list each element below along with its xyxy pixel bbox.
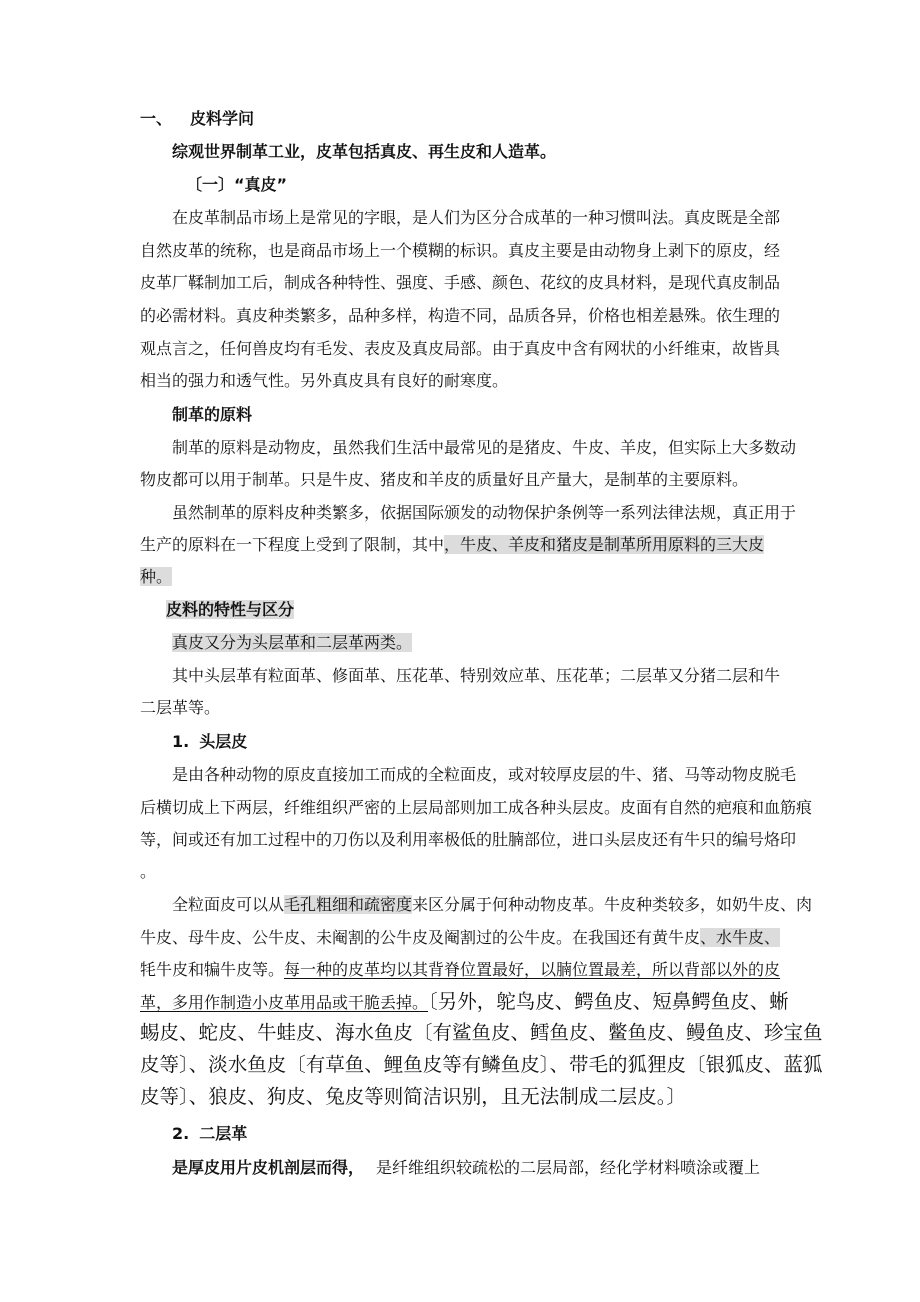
paragraph-line: 自然皮革的统称，也是商品市场上一个模糊的标识。真皮主要是由动物身上剥下的原皮，经 bbox=[140, 241, 781, 260]
underlined-text: 每一种的皮革均以其背脊位置最好，以腩位置最差，所以背部以外的皮 bbox=[284, 960, 781, 979]
paragraph-line: 是厚皮用片皮机剖层而得， 是纤维组织较疏松的二层局部，经化学材料喷涂或覆上 bbox=[172, 1158, 761, 1177]
item-heading-split-leather bbox=[172, 1123, 247, 1145]
paragraph-line: 制革的原料是动物皮，虽然我们生活中最常见的是猪皮、牛皮、羊皮，但实际上大多数动 bbox=[172, 438, 797, 457]
paragraph-line bbox=[140, 566, 172, 588]
highlighted-text: ，牛皮、羊皮和猪皮是制革所用原料的三大皮 bbox=[444, 535, 765, 554]
section-number: 一、 bbox=[140, 109, 173, 128]
item-heading-top-grain bbox=[172, 731, 247, 753]
paragraph-line: 相当的强力和透气性。另外真皮具有良好的耐寒度。 bbox=[140, 371, 509, 390]
paragraph-line: 皮等〕、淡水鱼皮〔有草鱼、鲤鱼皮等有鳞鱼皮〕、带毛的狐狸皮〔银狐皮、蓝狐 bbox=[140, 1053, 823, 1076]
paragraph-line: 。 bbox=[140, 862, 157, 881]
item-title: 头层皮 bbox=[199, 732, 248, 751]
paragraph-line: 牦牛皮和犏牛皮等。每一种的皮革均以其背脊位置最好，以腩位置最差，所以背部以外的皮 bbox=[140, 960, 781, 979]
paragraph-line: 虽然制革的原料皮种类繁多，依据国际颁发的动物保护条例等一系列法律法规，真正用于 bbox=[172, 503, 797, 522]
highlighted-text: 、水牛皮、 bbox=[700, 928, 781, 947]
underlined-text: 革，多用作制造小皮革用品或干脆丢掉。 bbox=[140, 993, 429, 1012]
paragraph-line: 蜴皮、蛇皮、牛蛙皮、海水鱼皮〔有鲨鱼皮、鳕鱼皮、鳖鱼皮、鳗鱼皮、珍宝鱼 bbox=[140, 1021, 823, 1044]
paragraph-line bbox=[172, 632, 412, 654]
paragraph-line: 是由各种动物的原皮直接加工而成的全粒面皮，或对较厚皮层的牛、猪、马等动物皮脱毛 bbox=[172, 765, 797, 784]
paragraph-line: 全粒面皮可以从毛孔粗细和疏密度来区分属于何种动物皮革。牛皮种类较多，如奶牛皮、肉 bbox=[172, 895, 813, 914]
highlighted-text: 种。 bbox=[140, 567, 173, 586]
highlighted-text: 真皮又分为头层革和二层革两类。 bbox=[172, 633, 413, 652]
sub-heading-genuine-leather: 〔一〕“真皮” bbox=[186, 175, 288, 194]
section-heading bbox=[140, 108, 254, 130]
raw-material-heading: 制革的原料 bbox=[172, 405, 253, 424]
highlighted-text: 皮料的特性与区分 bbox=[166, 600, 295, 619]
paragraph-line: 生产的原料在一下程度上受到了限制，其中，牛皮、羊皮和猪皮是制革所用原料的三大皮 bbox=[140, 535, 765, 554]
highlighted-text: 毛孔粗细和疏密度 bbox=[284, 895, 413, 914]
properties-heading bbox=[166, 599, 294, 621]
paragraph-line: 二层革等。 bbox=[140, 698, 221, 717]
paragraph-line: 等，间或还有加工过程中的刀伤以及利用率极低的肚腩部位，进口头层皮还有牛只的编号烙印 bbox=[140, 830, 797, 849]
section-title: 皮料学问 bbox=[190, 109, 255, 128]
item-number: 2. bbox=[172, 1124, 190, 1143]
paragraph-line: 皮革厂鞣制加工后，制成各种特性、强度、手感、颜色、花纹的皮具材料，是现代真皮制品 bbox=[140, 273, 781, 292]
item-title: 二层革 bbox=[199, 1124, 248, 1143]
paragraph-line: 的必需材料。真皮种类繁多，品种多样，构造不同，品质各异，价格也相差悬殊。依生理的 bbox=[140, 306, 781, 325]
paragraph-line: 其中头层革有粒面革、修面革、压花革、特别效应革、压花革；二层革又分猪二层和牛 bbox=[172, 666, 781, 685]
paragraph-line: 革，多用作制造小皮革用品或干脆丢掉。〔另外，鸵鸟皮、鳄鱼皮、短鼻鳄鱼皮、蜥 bbox=[140, 990, 789, 1013]
paragraph-line: 后横切成上下两层，纤维组织严密的上层局部则加工成各种头层皮。皮面有自然的疤痕和血筋痕 bbox=[140, 798, 813, 817]
paragraph-line: 牛皮、母牛皮、公牛皮、未阉割的公牛皮及阉割过的公牛皮。在我国还有黄牛皮、水牛皮、 bbox=[140, 928, 781, 947]
paragraph-line: 观点言之，任何兽皮均有毛发、表皮及真皮局部。由于真皮中含有网状的小纤维束，故皆具 bbox=[140, 339, 781, 358]
intro-line: 综观世界制革工业，皮革包括真皮、再生皮和人造革。 bbox=[172, 142, 557, 161]
paragraph-line: 物皮都可以用于制革。只是牛皮、猪皮和羊皮的质量好且产量大，是制革的主要原料。 bbox=[140, 470, 749, 489]
paragraph-line: 皮等〕、狼皮、狗皮、兔皮等则简洁识别，且无法制成二层皮。〕 bbox=[140, 1085, 687, 1108]
paragraph-line: 在皮革制品市场上是常见的字眼，是人们为区分合成革的一种习惯叫法。真皮既是全部 bbox=[172, 208, 781, 227]
item-number: 1. bbox=[172, 732, 190, 751]
